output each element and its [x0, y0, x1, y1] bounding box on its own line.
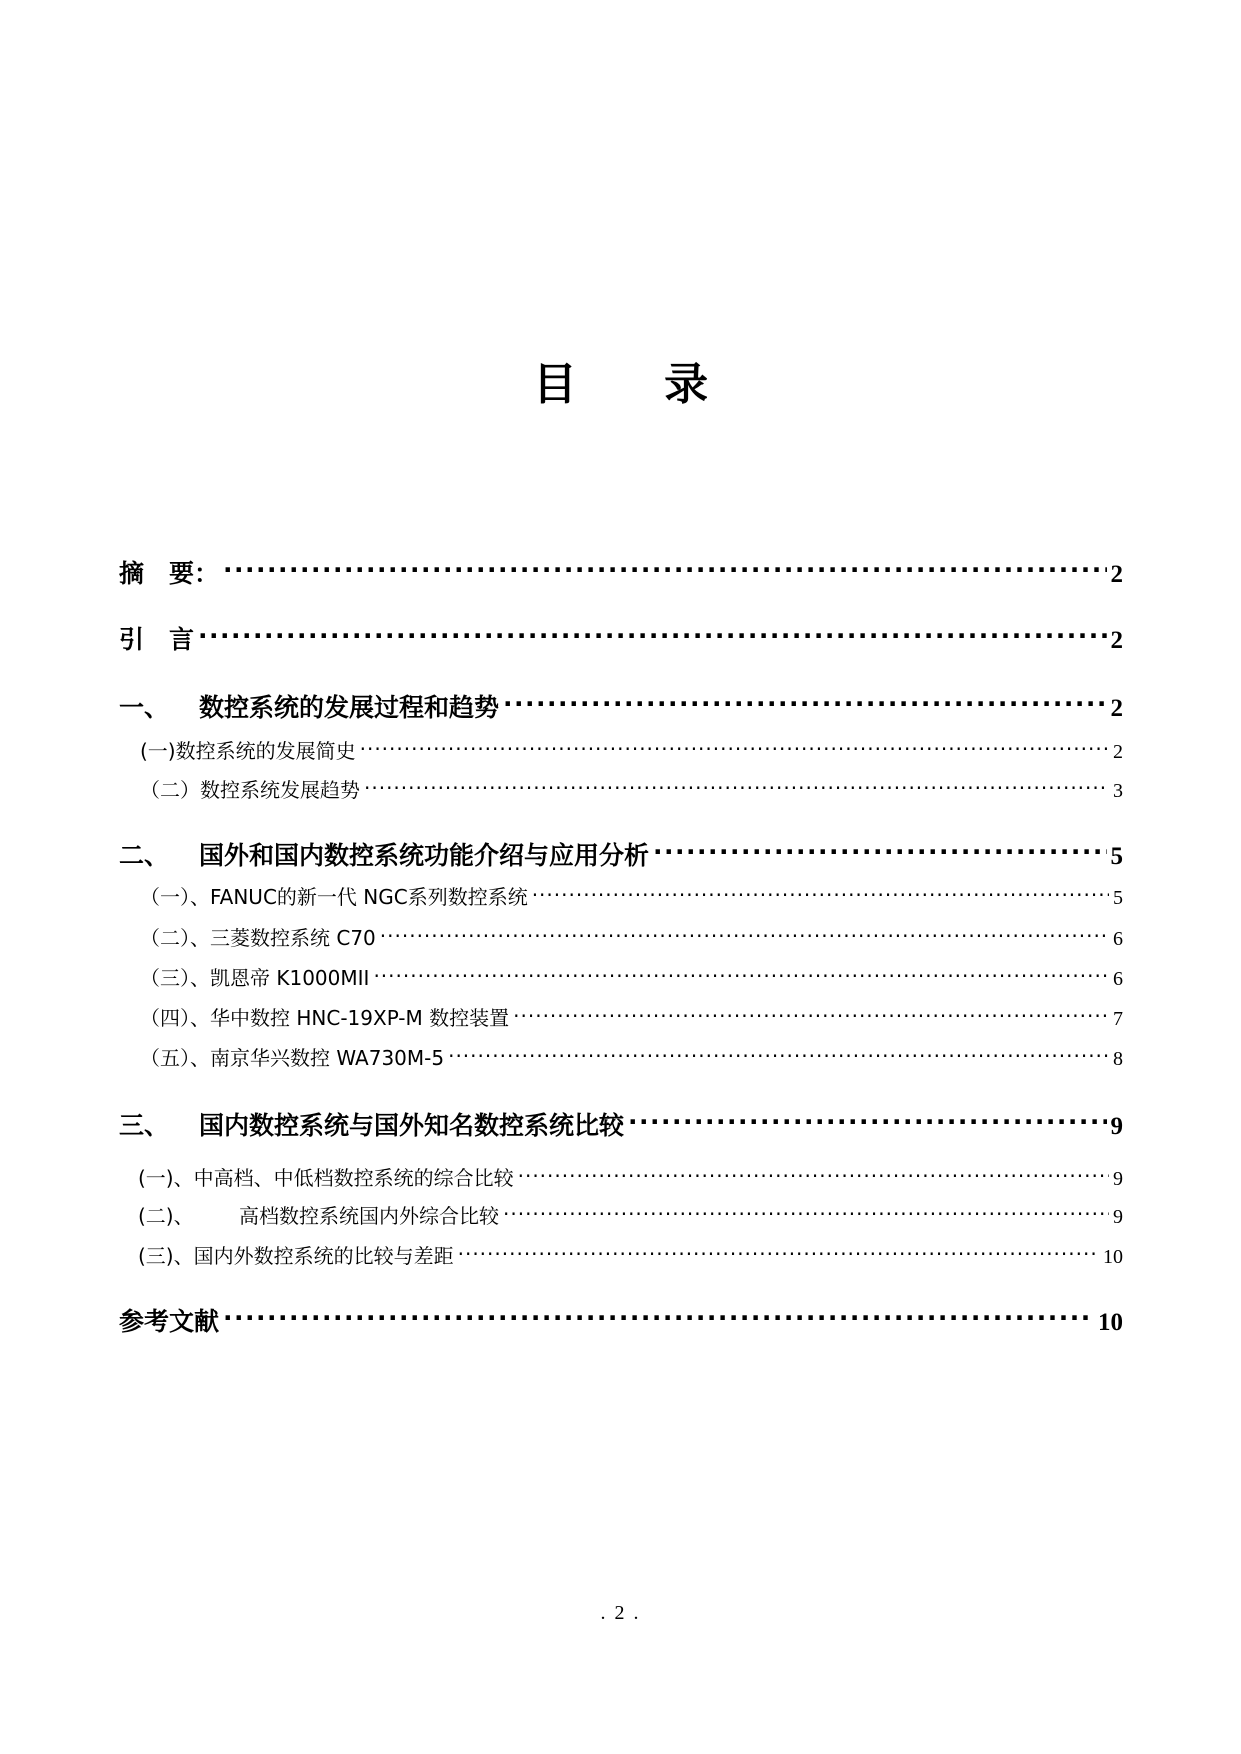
toc-page-number: 9: [1113, 1168, 1123, 1190]
toc-entry-number: 三、: [119, 1111, 170, 1140]
toc-entry-section-1-1[interactable]: [140, 734, 1123, 764]
toc-entry-section-2-3[interactable]: [140, 961, 1123, 991]
toc-page-number: 9: [1110, 1113, 1123, 1140]
toc-dot-leader: [513, 1001, 1109, 1025]
toc-entry-references[interactable]: [119, 1300, 1123, 1338]
toc-page-number: 5: [1110, 843, 1123, 870]
toc-entry-label: 数控系统的发展过程和趋势: [199, 693, 500, 722]
toc-page-number: 2: [1110, 561, 1123, 588]
toc-dot-leader: [653, 834, 1106, 864]
toc-page-number: 9: [1113, 1206, 1123, 1228]
toc-dot-leader: [532, 880, 1109, 904]
toc-entry-label: (一)、中高档、中低档数控系统的综合比较: [138, 1166, 514, 1190]
page-number-footer: . 2 .: [600, 1602, 641, 1624]
toc-entry-section-2-4[interactable]: [140, 1001, 1123, 1031]
page-title: 目 录: [532, 359, 745, 410]
toc-entry-section-2-1[interactable]: [140, 880, 1123, 910]
toc-entry-number: 一、: [119, 693, 170, 722]
toc-dot-leader: [503, 686, 1106, 716]
toc-page-number: 2: [1113, 741, 1123, 763]
toc-entry-section-2-2[interactable]: [140, 921, 1123, 951]
toc-entry-section-2-5[interactable]: [140, 1041, 1123, 1071]
toc-entry-number: 二、: [119, 841, 170, 870]
toc-dot-leader: [360, 734, 1109, 758]
toc-entry-label: 参考文献: [119, 1307, 220, 1336]
toc-dot-leader: [458, 1239, 1099, 1263]
toc-entry-section-1-2[interactable]: [140, 773, 1123, 803]
toc-entry-label: （一）、FANUC的新一代 NGC系列数控系统: [140, 885, 528, 909]
toc-dot-leader: [373, 961, 1109, 985]
toc-page-number: 3: [1113, 780, 1123, 802]
toc-entry-chapter-3[interactable]: [119, 1104, 1123, 1142]
toc-page-number: 10: [1103, 1246, 1123, 1268]
toc-entry-introduction[interactable]: [119, 618, 1123, 656]
toc-entry-label: （五）、南京华兴数控 WA730M-5: [140, 1046, 445, 1070]
toc-entry-abstract[interactable]: [119, 552, 1123, 590]
toc-entry-label: 引 言: [119, 625, 195, 654]
toc-entry-chapter-2[interactable]: [119, 834, 1123, 872]
toc-dot-leader: [198, 618, 1106, 648]
toc-page-number: 5: [1113, 887, 1123, 909]
toc-entry-section-3-3[interactable]: [138, 1239, 1123, 1269]
toc-page-number: 2: [1110, 627, 1123, 654]
toc-dot-leader: [223, 552, 1106, 582]
toc-page-number: 6: [1113, 968, 1123, 990]
toc-entry-label: 国内数控系统与国外知名数控系统比较: [199, 1111, 625, 1140]
toc-page-number: 10: [1098, 1309, 1123, 1336]
toc-entry-label: 摘 要：: [119, 559, 220, 588]
toc-entry-chapter-1[interactable]: [119, 686, 1123, 724]
toc-entry-number: (二)、: [138, 1204, 194, 1228]
toc-entry-label: (三)、国内外数控系统的比较与差距: [138, 1244, 454, 1268]
toc-entry-label: （二）、三菱数控系统 C70: [140, 926, 376, 950]
toc-entry-label: (一)数控系统的发展简史: [140, 739, 356, 763]
toc-page-number: 2: [1110, 695, 1123, 722]
toc-entry-label: 国外和国内数控系统功能介绍与应用分析: [199, 841, 650, 870]
toc-page-number: 8: [1113, 1048, 1123, 1070]
toc-entry-label: 高档数控系统国内外综合比较: [239, 1204, 499, 1228]
toc-dot-leader: [380, 921, 1109, 945]
toc-entry-label: （四）、华中数控 HNC-19XP-M 数控装置: [140, 1006, 510, 1030]
toc-dot-leader: [503, 1199, 1109, 1223]
toc-page-number: 6: [1113, 928, 1123, 950]
toc-dot-leader: [628, 1104, 1106, 1134]
toc-dot-leader: [223, 1300, 1094, 1330]
toc-entry-section-3-2[interactable]: [138, 1199, 1123, 1229]
toc-dot-leader: [518, 1161, 1109, 1185]
toc-dot-leader: [448, 1041, 1109, 1065]
toc-dot-leader: [364, 773, 1109, 797]
toc-entry-section-3-1[interactable]: [138, 1161, 1123, 1191]
toc-entry-label: （三）、凯恩帝 K1000MII: [140, 966, 370, 990]
toc-entry-label: （二）数控系统发展趋势: [140, 778, 360, 802]
toc-page-number: 7: [1113, 1008, 1123, 1030]
